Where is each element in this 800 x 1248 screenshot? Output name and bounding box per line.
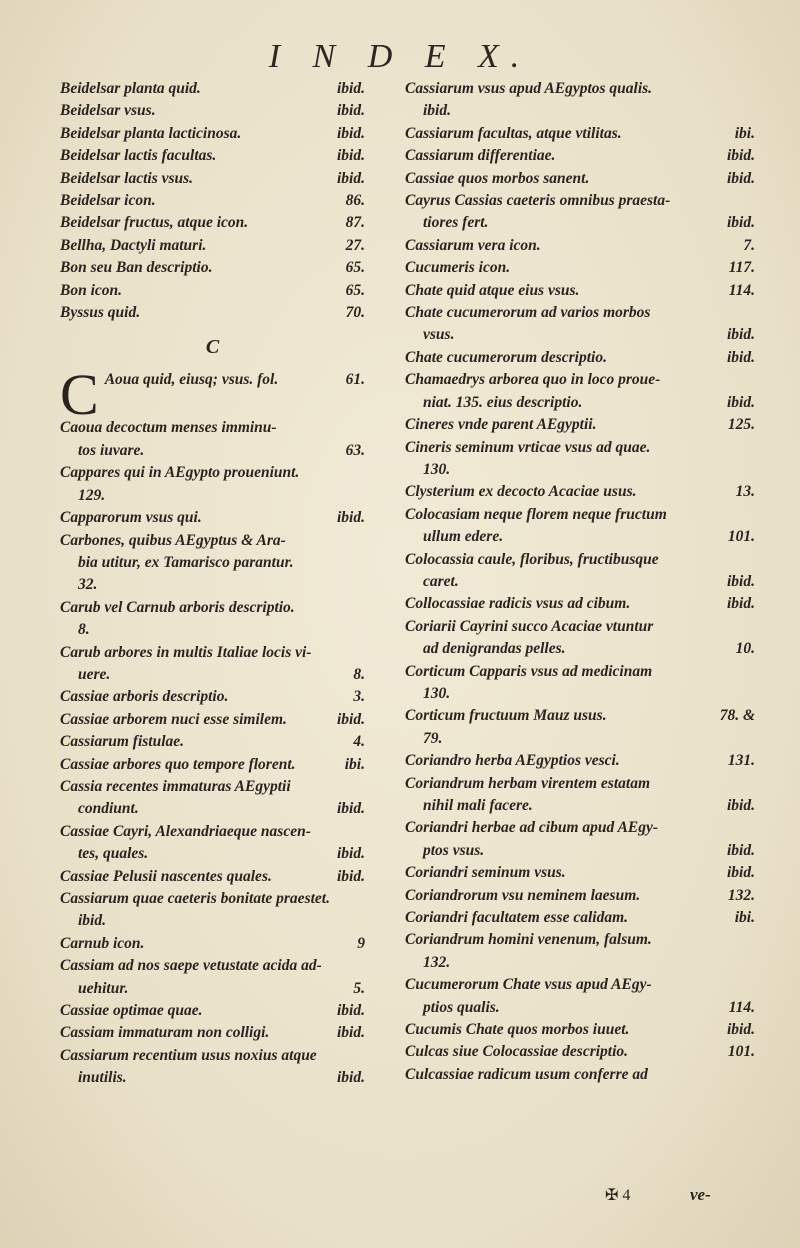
entry-reference: ibid. [337,147,365,165]
index-entry [405,78,755,100]
entry-text: vsus. [423,326,455,344]
index-entry [60,664,365,686]
entry-reference: 9 [357,934,365,952]
entry-text: Bon seu Ban descriptio. [60,259,213,277]
catchword: ve- [690,1185,711,1204]
index-entry [60,462,365,484]
index-entry [405,952,755,974]
entry-reference: 117. [728,259,755,277]
entry-text: 129. [78,486,106,504]
entry-text: Cassiae arbores quo tempore florent. [60,755,296,773]
index-entry [405,705,755,727]
entry-text: Chate quid atque eius vsus. [405,281,580,299]
entry-reference: 65. [345,281,365,299]
index-entry [60,235,365,257]
entry-reference: ibid. [727,572,755,590]
entry-text: Cassiarum differentiae. [405,147,556,165]
index-entry [60,686,365,708]
entry-text: nihil mali facere. [423,797,533,814]
entry-text: Chate cucumerorum ad varios morbos [405,304,651,322]
entry-reference: ibid. [727,348,755,366]
entry-text: Cappares qui in AEgypto proueniunt. [60,464,300,482]
entry-text: Carub vel Carnub arboris descriptio. [60,598,295,616]
index-entry [60,619,365,641]
page-title: I N D E X. [268,38,532,75]
section-letter-c: C [205,336,220,359]
entry-text: tiores fert. [423,214,489,232]
index-entry [60,257,365,279]
index-entry [405,885,755,907]
entry-text: Cassiarum facultas, atque vtilitas. [405,124,622,142]
index-entry [405,997,755,1019]
entry-reference: 101. [727,528,755,546]
entry-text: Coriandrorum vsu neminem laesum. [405,886,641,904]
index-entry [405,302,755,324]
index-entry [60,798,365,820]
entries-c-list [60,362,365,1089]
entry-text: ptos vsus. [423,841,485,859]
entry-text: Coriandri herbae ad cibum apud AEgy- [405,819,659,837]
index-entry [405,683,755,705]
index-entry [405,481,755,503]
index-entry [60,1000,365,1022]
index-entry [405,369,755,391]
entry-reference: 7. [743,236,755,254]
entry-reference: 10. [735,640,755,658]
entry-reference: ibid. [727,595,755,613]
index-entry [60,888,365,910]
index-entry [405,123,755,145]
index-entry [405,571,755,593]
entry-reference: 125. [727,416,755,434]
entry-reference: ibid. [337,509,365,527]
index-entry [405,504,755,526]
index-entry [60,168,365,190]
entry-text: Carnub icon. [60,934,145,952]
index-entry [60,440,365,462]
index-entry [405,145,755,167]
entry-text: Caoua decoctum menses imminu- [60,419,277,437]
entry-text: Cassiarum vera icon. [405,236,541,254]
entry-text: Cassia recentes immaturas AEgyptii [60,777,291,795]
index-entry [405,257,755,279]
entry-text: Cassiarum vsus apud AEgyptos qualis. [405,80,653,97]
index-entry [60,1022,365,1044]
entry-text: Chamaedrys arborea quo in loco proue- [405,371,661,389]
entry-reference: ibi. [734,909,755,927]
entry-reference: ibid. [337,867,365,885]
entry-text: Beidelsar planta lacticinosa. [60,124,242,142]
index-entry [60,417,365,439]
index-entry [60,78,365,100]
entries-letter-b [60,78,365,324]
entry-reference: ibid. [337,102,365,120]
index-entry [60,302,365,324]
entry-text: caret. [423,572,459,590]
index-entry [60,597,365,619]
entry-reference: ibid. [727,326,755,344]
entry-text: bia utitur, ex Tamarisco parantur. [78,553,294,571]
entry-text: Cassiarum recentium usus noxius atque [60,1046,317,1064]
index-entry [60,709,365,731]
index-entry [60,1045,365,1067]
index-entry [60,642,365,664]
entry-text: Beidelsar vsus. [60,102,156,120]
entry-text: niat. 135. eius descriptio. [423,393,583,411]
index-entry [60,507,365,529]
index-entry [60,212,365,234]
index-entry [405,414,755,436]
index-entry [405,593,755,615]
index-entry [405,1064,755,1086]
entry-text: Cayrus Cassias caeteris omnibus praesta- [405,192,671,210]
entry-text: Culcassiae radicum usum conferre ad [405,1065,648,1083]
entry-text: uehitur. [78,979,129,997]
entry-text: Collocassiae radicis vsus ad cibum. [405,595,631,613]
index-entry [405,526,755,548]
entry-text: Carbones, quibus AEgyptus & Ara- [60,531,286,549]
entry-reference: 65. [345,259,365,277]
entry-text: ullum edere. [423,528,504,546]
entry-reference: 63. [345,441,365,459]
entry-reference: ibid. [337,710,365,728]
index-entry [60,978,365,1000]
index-entry [405,862,755,884]
index-entry [60,190,365,212]
entry-reference: 61. [345,371,365,389]
index-entry [405,840,755,862]
entry-text: Beidelsar planta quid. [60,80,201,97]
entry-text: Corticum Capparis vsus ad medicinam [405,662,653,680]
entry-text: Coriandrum homini venenum, falsum. [405,931,652,949]
entry-text: Cassiae arborem nuci esse similem. [60,710,287,728]
entry-text: Coriandrum herbam virentem estatam [405,774,651,792]
index-entry [405,929,755,951]
index-entry [405,459,755,481]
entry-reference: 70. [345,304,365,322]
entry-reference: ibid. [727,864,755,882]
entry-reference: ibid. [337,80,365,97]
entry-text: Cineris seminum vrticae vsus ad quae. [405,438,651,456]
entry-text: Beidelsar fructus, atque icon. [60,214,249,232]
index-entry [405,212,755,234]
entry-reference: ibid. [337,124,365,142]
entry-text: Beidelsar icon. [60,192,156,210]
entries-letter-c [60,362,365,1089]
index-entry [405,347,755,369]
index-entry [405,1019,755,1041]
index-entry [405,100,755,122]
entry-reference: ibid. [337,1069,365,1087]
entry-reference: 8. [353,665,365,683]
index-entry [60,776,365,798]
entry-reference: ibid. [337,845,365,863]
entry-reference: 13. [735,483,755,501]
entry-reference: 87. [345,214,365,232]
index-entry [60,485,365,507]
index-entry [405,549,755,571]
entry-text: Colocassia caule, floribus, fructibusque [405,550,659,568]
entry-text: 32. [78,576,98,594]
entry-reference: ibid. [337,169,365,187]
index-entry [405,728,755,750]
entry-reference: ibi. [734,124,755,142]
entry-text: Capparorum vsus qui. [60,509,202,527]
index-entry [60,731,365,753]
entry-text: Coriarii Cayrini succo Acaciae vtuntur [405,617,654,635]
index-entry [60,1067,365,1089]
entry-reference: 101. [727,1043,755,1061]
entry-text: Coriandro herba AEgyptios vesci. [405,752,620,770]
index-entry [405,392,755,414]
entry-reference: ibid. [727,147,755,165]
entry-text: 130. [423,460,451,478]
index-entry [60,100,365,122]
entry-text: Colocasiam neque florem neque fructum [405,505,667,523]
entry-text: Cassiae quos morbos sanent. [405,169,590,187]
entry-text: ibid. [423,102,451,120]
entry-text: Cineres vnde parent AEgyptii. [405,416,597,434]
index-entry [405,750,755,772]
entry-text: Bon icon. [60,281,123,299]
index-entry [405,616,755,638]
entry-text: Bellha, Dactyli maturi. [60,236,207,254]
index-entry [405,773,755,795]
index-entry [60,821,365,843]
entry-text: Corticum fructuum Mauz usus. [405,707,607,725]
index-entry [60,145,365,167]
entry-text: ad denigrandas pelles. [423,640,566,658]
index-entry [405,324,755,346]
entry-reference: 3. [353,688,365,706]
entry-reference: ibid. [727,169,755,187]
index-entry [60,866,365,888]
index-entry [60,552,365,574]
entry-reference: 131. [727,752,755,770]
entry-text: Cucumis Chate quos morbos iuuet. [405,1021,630,1039]
entry-text: Aoua quid, eiusq; vsus. fol. [104,371,279,389]
index-entry [60,933,365,955]
entry-reference: ibid. [337,1024,365,1042]
entry-reference: 27. [345,236,365,254]
index-entry [405,168,755,190]
entry-text: Cucumeris icon. [405,259,511,277]
entry-text: ptios qualis. [423,998,500,1016]
entry-reference: 132. [727,886,755,904]
entry-text: condiunt. [78,800,139,818]
index-entry [60,955,365,977]
entry-reference: ibi. [344,755,365,773]
entry-reference: ibid. [727,797,755,814]
entry-text: 8. [78,621,90,639]
index-entry [405,907,755,929]
index-entry [405,190,755,212]
entry-text: Cassiam immaturam non colligi. [60,1024,270,1042]
left-column [60,78,365,1090]
index-entry [405,1041,755,1063]
index-entry [60,530,365,552]
entry-text: uere. [78,665,111,683]
entry-text: Cassiae Pelusii nascentes quales. [60,867,272,885]
entry-text: Cassiae optimae quae. [60,1002,203,1020]
entry-reference: ibid. [727,214,755,232]
entry-reference: ibid. [337,1002,365,1020]
entry-text: Cassiarum fistulae. [60,733,185,751]
entry-reference: 4. [353,733,365,751]
right-column [405,78,755,1086]
index-entry [405,974,755,996]
entry-text: Coriandri seminum vsus. [405,864,566,882]
entry-text: Culcas siue Colocassiae descriptio. [405,1043,629,1061]
entry-reference: ibid. [337,800,365,818]
entry-text: inutilis. [78,1069,127,1087]
entry-reference: ibid. [727,393,755,411]
entry-text: tos iuvare. [78,441,145,459]
entry-reference: 114. [728,281,755,299]
index-entry [60,910,365,932]
entry-text: Carub arbores in multis Italiae locis vi- [60,643,312,661]
entry-text: Chate cucumerorum descriptio. [405,348,607,366]
entries-right-list [405,78,755,1086]
index-entry [405,280,755,302]
index-entry [60,843,365,865]
index-entry [405,661,755,683]
entry-text: Cassiae Cayri, Alexandriaeque nascen- [60,822,311,840]
entry-text: Coriandri facultatem esse calidam. [405,909,629,927]
index-entry [60,280,365,302]
entry-text: Cassiae arboris descriptio. [60,688,229,706]
index-entry [60,754,365,776]
entry-reference: ibid. [727,1021,755,1039]
entry-reference: 78. & [719,707,755,725]
entry-reference: 86. [345,192,365,210]
entry-text: Cassiam ad nos saepe vetustate acida ad- [60,957,322,975]
entry-reference: 5. [353,979,365,997]
index-entry [405,817,755,839]
entry-text: Cucumerorum Chate vsus apud AEgy- [405,976,652,994]
entry-text: Beidelsar lactis vsus. [60,169,194,187]
entry-text: ibid. [78,912,106,930]
entry-text: 132. [423,953,451,971]
index-entry [405,795,755,817]
entry-reference: ibid. [727,841,755,859]
entry-text: Byssus quid. [60,304,141,322]
signature-mark: ✠ 4 [605,1187,631,1204]
index-entry [405,638,755,660]
entry-text: Beidelsar lactis facultas. [60,147,217,165]
index-entry [405,437,755,459]
drop-capital: C [60,362,99,428]
entry-text: Clysterium ex decocto Acaciae usus. [405,483,637,501]
entry-text: 79. [423,729,443,747]
index-entry [405,235,755,257]
entry-text: tes, quales. [78,845,149,863]
entry-text: 130. [423,684,451,702]
entry-reference: 114. [728,998,755,1016]
index-entry [60,123,365,145]
index-entry [60,574,365,596]
entry-text: Cassiarum quae caeteris bonitate praestet. [60,890,330,907]
